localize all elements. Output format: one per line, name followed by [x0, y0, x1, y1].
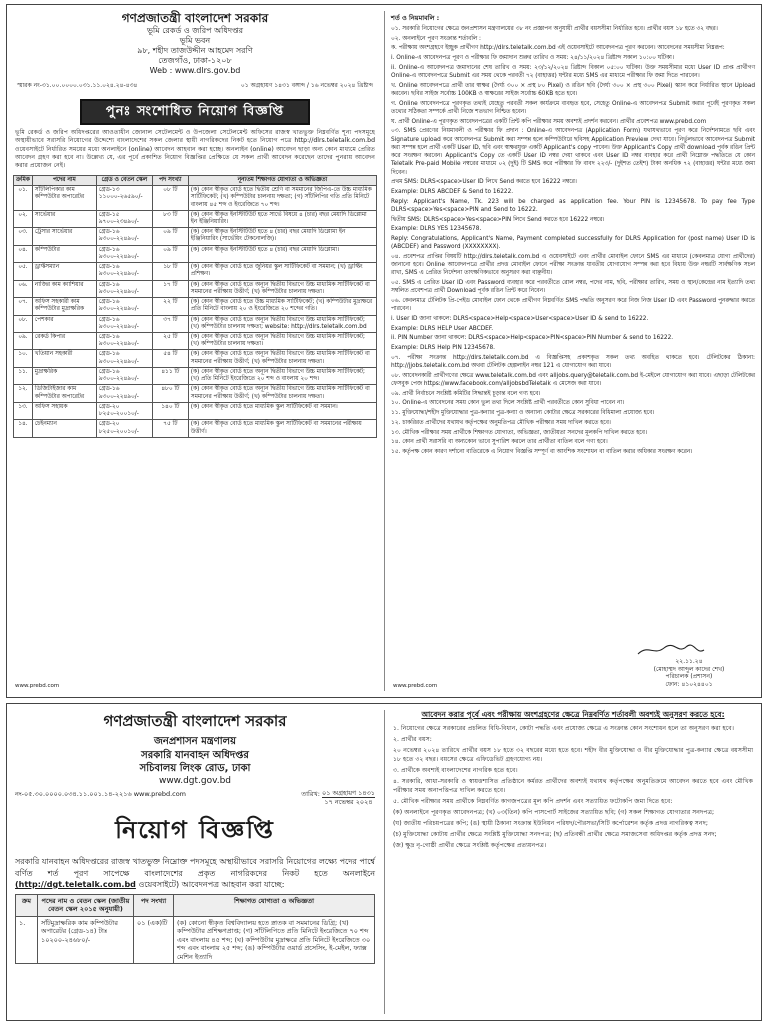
table-cell: অফিস সহায়ক — [32, 402, 96, 419]
table-cell: ০২. — [14, 210, 33, 227]
table-cell: ৪১১ টি — [152, 367, 188, 384]
table-cell: ১২. — [14, 385, 33, 402]
notice2-ministry: জনপ্রশাসন মন্ত্রণালয় — [153, 736, 237, 747]
list-item: ৪. সরকারি, আধা-সরকারি ও স্বায়ত্তশাসিত প্রতিষ্ঠানে কর্মরত প্রার্থীদের অবশ্যই যথাযথ কর্তৃপক্ষের অনুমতিক্রমে আবেদন করতে হবে এবং মৌখিক পরীক্ষার সময় অনাপত্তিপত্র দাখিল করতে হবে। — [393, 777, 753, 794]
table-cell: ২৫ টি — [152, 333, 188, 350]
table-cell: পেশকার — [32, 315, 96, 332]
list-item: i. Online-এ আবেদনপত্র পূরণ ও পরীক্ষার ফি জমাদান শুরুর তারিখ ও সময়: ২৪/১১/২০২৪ খ্রিষ্টাব্দ সকাল ১০:০০ ঘটিকা। — [391, 55, 674, 62]
table-cell: ট্রেসার সার্ভেয়ার — [32, 228, 96, 245]
table-cell: (ক) কোন স্বীকৃত বোর্ড হতে অন্যূন দ্বিতীয় বিভাগে উচ্চ মাধ্যমিক সার্টিফিকেট বা সমমানের পরীক্ষায় উত্তীর্ণ; (খ) কম্পিউটার চালনায় দক্ষতা। — [188, 385, 376, 402]
notice1-table-body — [14, 186, 377, 438]
table-cell: সার্ভেয়ার — [32, 210, 96, 227]
table-cell: (ক) কোন স্বীকৃত বোর্ড হতে অন্যূন দ্বিতীয় বিভাগে উচ্চ মাধ্যমিক সার্টিফিকেট; (খ) কম্পিউটার চালনায় দক্ষতা। — [188, 333, 376, 350]
notice1-date: ০১ অগ্রহায়ণ ১৪৩১ বঙ্গাব্দ / ১৬ নভেম্বর ২০২৪ খ্রিষ্টাব্দ — [240, 82, 373, 89]
table-cell: ১. — [16, 916, 38, 963]
table-cell: চেইনম্যান — [32, 420, 96, 437]
notice1-source-right: www.prebd.com — [393, 683, 438, 689]
th-serial: ক্রম — [16, 894, 38, 916]
table-cell: ০৯. — [14, 333, 33, 350]
notice1-right-column — [385, 5, 761, 697]
notice2-right-column — [385, 704, 761, 1020]
table-row — [14, 245, 377, 262]
notice1-left-column — [7, 5, 383, 697]
list-item: Reply: Applicant's Name, Tk. 223 will be charged as application fee. Your PIN is 12345678. To pay fee Type DLRS<space>Yes<space>PIN and Send to 16222. — [391, 198, 755, 213]
notice-dgt — [6, 703, 762, 1021]
table-cell: ০৩. — [14, 228, 33, 245]
table-cell: (ক) কোন স্বীকৃত বোর্ড হতে উচ্চ মাধ্যমিক সার্টিফিকেট; (খ) কম্পিউটার মুদ্রাক্ষরে প্রতি মিনিটে বাংলায় ২০ ও ইংরেজিতে ২০ শব্দের গতি। — [188, 298, 376, 315]
table-cell: মুদ্রাক্ষরিক — [32, 367, 96, 384]
table-row — [14, 350, 377, 367]
notice1-vacancy-table — [13, 175, 377, 438]
table-row — [14, 210, 377, 227]
list-item: (জ) ক্ষুদ্র নৃ-গোষ্ঠী প্রার্থীর ক্ষেত্রে সংশ্লিষ্ট কর্তৃপক্ষের প্রত্যয়নপত্র। — [393, 841, 547, 849]
table-cell: ০৫. — [14, 263, 33, 280]
list-item: ০৬. কেবলমাত্র টেলিটক প্রি-পেইড মোবাইল ফোন থেকে প্রার্থীগণ নিম্নবর্ণিত SMS পদ্ধতি অনুসরণ করে নিজ নিজ User ID এবং Password পুনরুদ্ধার করতে পারবেন। — [391, 298, 755, 313]
table-cell: খতিয়ান সহকারী — [32, 350, 96, 367]
table-header-row — [16, 894, 375, 916]
table-cell: (ক) কোন স্বীকৃত বোর্ড হতে জুনিয়র স্কুল সার্টিফিকেট বা সমমান; (খ) ড্রাফ্টিং প্রশিক্ষণ। — [188, 263, 376, 280]
list-item: ০৮. আবেদনকারী প্রার্থীগণের ক্ষেত্রে www.teletalk.com.bd এবং alljobs.query@teletalk.com.bd ই-মেইলে যোগাযোগ করা যাবে। এছাড়া টেলিটকের ফেসবুক পেজ https://www.facebook.com/alljobsbdTeletalk এ মেসেজ করা যাবে। — [391, 372, 755, 388]
notice2-department: সরকারি যানবাহন অধিদপ্তর — [141, 749, 249, 761]
table-cell: (ক) কোনো স্বীকৃত বিশ্ববিদ্যালয় হতে স্নাতক বা সমমানের ডিগ্রি; (খ) কম্পিউটার প্রশিক্ষণপ্রাপ্ত; (গ) সাঁটলিপিতে প্রতি মিনিটে ইংরেজিতে ৭০ শব্দ এবং বাংলায় ৪৫ শব্দ; (ঘ) কম্পিউটার মুদ্রাক্ষরে প্রতি মিনিটে ইংরেজিতে ৩০ শব্দ এবং বাংলায় ২৫ শব্দ; (ঙ) কম্পিউটার ওয়ার্ড প্রসেসিং, ই-মেইল, ফ্যাক্স মেশিন ইত্যাদি — [174, 916, 375, 963]
list-item: i. User ID জানা থাকলে: DLRS<space>Help<space>User<space>User ID & send to 16222. — [391, 316, 649, 322]
table-cell: ১১. — [14, 367, 33, 384]
table-cell: গ্রেড-২০ ৮২৫০-২০০১০/- — [96, 420, 152, 437]
list-item: ০৫. SMS এ প্রেরিত User ID এবং Password ব্যবহার করে পরবর্তীতে রোল নম্বর, পদের নাম, ছবি, পরীক্ষার তারিখ, সময় ও স্থান/কেন্দ্রের নাম ইত্যাদি তথ্য সম্বলিত প্রবেশপত্র প্রার্থী Download পূর্বক রঙিন প্রিন্ট করে নিবেন। — [391, 280, 755, 295]
table-row — [14, 186, 377, 211]
list-item: দ্বিতীয় SMS: DLRS<space>Yes<space>PIN লিখে Send করতে হবে 16222 নম্বরে। — [391, 216, 605, 223]
table-cell: ৪৮০ টি — [152, 385, 188, 402]
list-item: ১৩. মৌখিক পরীক্ষার সময় প্রার্থীকে শিক্ষাগত যোগ্যতা, অভিজ্ঞতা, জাতীয়তা সনদের মূলকপি দাখিল করতে হবে। — [391, 429, 647, 436]
table-cell: ০৯ টি — [152, 245, 188, 262]
notice1-source-left: www.prebd.com — [15, 683, 60, 689]
notice1-dept2: ভূমি ভবন — [179, 36, 211, 45]
table-cell: ০৪. — [14, 245, 33, 262]
table-cell: ০১ (এক)টি — [134, 916, 174, 963]
list-item: ০৯. প্রার্থী নির্বাচনে সংশ্লিষ্ট কমিটির সিদ্ধান্তই চূড়ান্ত বলে গণ্য হবে। — [391, 390, 541, 397]
table-row — [16, 916, 375, 963]
list-item: (ক) অনলাইনে পূরণকৃত আবেদনপত্র; (খ) ০৩(তিন) কপি পাসপোর্ট সাইজের সত্যায়িত ছবি; (গ) সকল শিক্ষাগত যোগ্যতার সনদপত্র; — [393, 808, 715, 816]
th-count: পদ সংখ্যা — [152, 175, 188, 185]
table-cell: কম্পিউটার — [32, 245, 96, 262]
table-cell: (ক) কোন স্বীকৃত ইনস্টিটিউট হতে সার্ভে বিষয়ে ৪ (চার) বছর মেয়াদি ডিপ্লোমা ইন ইঞ্জিনিয়ারিং। — [188, 210, 376, 227]
table-cell: (ক) কোন স্বীকৃত বোর্ড হতে অন্যূন দ্বিতীয় বিভাগে উচ্চ মাধ্যমিক সার্টিফিকেট বা সমমানের পরীক্ষায় উত্তীর্ণ; (খ) কম্পিউটার চালনায় দক্ষতা। — [188, 280, 376, 297]
list-item: ১. নিয়োগের ক্ষেত্রে সরকারের প্রচলিত বিধি-বিধান, কোটা পদ্ধতি এবং প্রযোজ্য ক্ষেত্রে এ সংক্রান্ত কোন সংশোধন হলে তা অনুসরণ করা হবে। — [393, 725, 734, 732]
notice2-gov-title: গণপ্রজাতন্ত্রী বাংলাদেশ সরকার — [103, 712, 287, 730]
notice1-title-banner: পুনঃ সংশোধিত নিয়োগ বিজ্ঞপ্তি — [80, 99, 310, 125]
list-item: ২০ নভেম্বর ২০২৪ তারিখে প্রার্থীর বয়স ১৮ হতে ৩২ বছরের মধ্যে হতে হবে। শহীদ বীর মুক্তিযোদ্ধা ও বীর মুক্তিযোদ্ধার পুত্র-কন্যার ক্ষেত্রে বয়সসীমা ১৮ হতে ৩২ বছর। বয়সের ক্ষেত্রে এফিডেভিট গ্রহণযোগ্য নয়। — [393, 746, 753, 763]
table-cell: ০৭. — [14, 298, 33, 315]
notice2-date-bangla: ০১ অগ্রহায়ণ ১৪৩১ — [321, 788, 375, 797]
table-cell: ১০. — [14, 350, 33, 367]
table-cell: ডিজিটাইজার কাম কম্পিউটার অপারেটর — [32, 385, 96, 402]
list-item: Example: DLRS ABCDEF & Send to 16222. — [391, 188, 514, 195]
table-cell: (ক) কোন স্বীকৃত বোর্ড হতে অন্যূন দ্বিতীয় বিভাগে উচ্চ মাধ্যমিক সার্টিফিকেট; (খ) প্রতি মিনিটে ইংরেজিতে ২০ শব্দ ও বাংলায় ২০ শব্দ। — [188, 367, 376, 384]
table-row — [14, 402, 377, 419]
notice1-dept1: ভূমি রেকর্ড ও জরিপ অধিদপ্তর — [146, 26, 244, 35]
table-cell: গ্রেড-১৬ ৯৩০০-২২৪৯০/- — [96, 263, 152, 280]
list-item: Example: DLRS YES 12345678. — [391, 226, 482, 233]
table-cell: ০৮. — [14, 315, 33, 332]
table-cell: ৩৭ টি — [152, 315, 188, 332]
table-row — [14, 333, 377, 350]
table-cell: গ্রেড-২০ ৮২৫০-২০০১০/- — [96, 402, 152, 419]
list-item: ০১. সরকারি নিয়োগের ক্ষেত্রে জনপ্রশাসন মন্ত্রণালয়ের ৩৮ নং প্রজ্ঞাপন অনুযায়ী প্রার্থীর বয়সসীমা নির্ধারিত হবে। প্রার্থীর বয়স ১৮ হতে ৩২ বছর। — [391, 26, 718, 32]
list-item: ঘ. প্রার্থী Online-এ পূরণকৃত আবেদনপত্রের একটি প্রিন্ট কপি পরীক্ষার সময় অবশ্যই প্রদর্শন করবেন। প্রার্থীর প্রবেশপত্র www.prebd.com — [391, 118, 707, 125]
table-cell: রেকর্ড কিপার — [32, 333, 96, 350]
table-cell: ১৭ টি — [152, 280, 188, 297]
table-cell: (ক) কোন স্বীকৃত বোর্ড হতে মাধ্যমিক স্কুল সার্টিফিকেট বা সমমানের পরীক্ষায় উত্তীর্ণ। — [188, 420, 376, 437]
notice1-intro: ভূমি রেকর্ড ও জরিপ অধিদপ্তরের আওতাধীন জোনাল সেটেলমেন্ট ও উপজেলা সেটেলমেন্ট অফিসের রাজস্ব খাতভুক্ত নিম্নবর্ণিত শূন্য পদসমূহে অস্থায়ীভাবে সরাসরি নিয়োগের উদ্দেশ্যে বাংলাদেশের সকল জেলার স্থায়ী নাগরিকদের নিকট হতে নিয়োগ পত্রে http://dlrs.teletalk.com.bd ওয়েবসাইটে নির্ধারিত সময়ের মধ্যে অনলাইনে (online) আবেদন আহবান করা হচ্ছে। অনলাইন (online) আবেদন ছাড়া অন্য কোন মাধ্যমে প্রেরিত আবেদন গ্রহণ করা হবে না। উল্লেখ্য যে, এর পূর্বে প্রকাশিত নিয়োগ বিজ্ঞপ্তির প্রেক্ষিতে যে সকল প্রার্থী আবেদন করেছেন তাদের পুনরায় আবেদন করার প্রয়োজন নেই। — [15, 129, 375, 170]
list-item: ১৪. কোন প্রার্থী সরাসরি বা অন্যকোন ভাবে সুপারিশ করলে তার প্রার্থীতা বাতিল বলে গণ্য হবে। — [391, 439, 608, 446]
table-row — [14, 263, 377, 280]
table-cell: (ক) কোন স্বীকৃত ইনস্টিটিউট হতে ৪ (চার) বছর মেয়াদি ডিপ্লোমা ইন ইঞ্জিনিয়ারিং (সার্ভেয়িং টেকনোলজি)। — [188, 228, 376, 245]
table-cell: গ্রেড-১৬ ৯৩০০-২২৪৯০/- — [96, 298, 152, 315]
signature-scribble — [629, 642, 749, 658]
notice2-apply-link[interactable]: (http://dgt.teletalk.com.bd — [15, 879, 136, 889]
table-row — [14, 315, 377, 332]
list-item: গ. Online আবেদনপত্রে পূরণকৃত তথ্যই যেহেতু পরবর্তী সকল কার্যক্রমে ব্যবহৃত হবে, সেহেতু Online-এ আবেদনপত্র Submit করার পূর্বেই পূরণকৃত সকল তথ্যের সঠিকতা সম্পর্কে প্রার্থী নিজে শতভাগ নিশ্চিত হবেন। — [391, 100, 755, 115]
notice2-date-english: ১৭ নভেম্বর ২০২৪ — [324, 797, 373, 806]
list-item: ১১. মুক্তিযোদ্ধা/শহীদ মুক্তিযোদ্ধার পুত্র-কন্যার পুত্র-কন্যা ও অন্যান্য কোটার ক্ষেত্রে সরকারের বিধিমালা প্রযোজ্য হবে। — [391, 410, 655, 417]
list-item: ১২. চাকরিরত প্রার্থীদের যথাযথ কর্তৃপক্ষের অনুমতিপত্র মৌখিক পরীক্ষার সময় দাখিল করতে হবে। — [391, 419, 611, 426]
list-item: Example: DLRS Help PIN 12345678. — [391, 345, 495, 352]
list-item: (ঘ) জাতীয় পরিচয়পত্রের কপি; (ঙ) স্থায়ী ঠিকানা সংক্রান্ত ইউনিয়ন পরিষদ/পৌরসভা/সিটি কর্পোরেশন কর্তৃক প্রদত্ত নাগরিকত্ব সনদ; — [393, 819, 708, 827]
notice2-memo-number: নং-০৫.৩০.০০০০.০৩৪.১১.০০১.১৪-২২১৬ www.prebd.com — [15, 789, 187, 798]
table-cell: গ্রেড-১৬ ৯৩০০-২২৪৯০/- — [96, 315, 152, 332]
table-row — [14, 228, 377, 245]
table-cell: ৮৩ টি — [152, 210, 188, 227]
notice2-dates — [322, 789, 375, 807]
notice2-vacancy-table — [15, 894, 375, 964]
list-item: (চ) মুক্তিযোদ্ধা কোটায় প্রার্থীর ক্ষেত্রে সংশ্লিষ্ট মুক্তিযোদ্ধা সনদপত্র; (ছ) প্রতিবন্ধী প্রার্থীর ক্ষেত্রে সমাজসেবা অধিদপ্তর কর্তৃক প্রদত্ত সনদ; — [393, 830, 717, 838]
notice2-left-column — [7, 704, 383, 1020]
signatory-name: (মোহাম্মদ আব্দুল কাদের শেখ) — [653, 665, 725, 673]
table-cell: গ্রেড-১৬ ৯৩০০-২২৪৯০/- — [96, 245, 152, 262]
list-item: Reply: Congratulations, Applicant's Name, Payment completed successfully for DLRS Application for (post name) User ID is (ABCDEF) and Password (XXXXXXXX). — [391, 236, 755, 251]
table-cell: (ক) কোন স্বীকৃত বোর্ড হতে মাধ্যমিক স্কুল সার্টিফিকেট বা সমমান। — [188, 402, 376, 419]
list-item: ৫. মৌখিক পরীক্ষার সময় প্রার্থীকে নিম্নবর্ণিত কাগজপত্রের মূল কপি প্রদর্শন এবং সত্যায়িত ফটোকপি জমা দিতে হবে: — [393, 797, 673, 805]
table-cell: ০১. — [14, 186, 33, 211]
list-item: ১০. Online-এ আবেদনের সময় কোন ভুল তথ্য দিলে সংশ্লিষ্ট প্রার্থী পরবর্তীতে কোন সুবিধা পাবেন না। — [391, 400, 625, 407]
notice2-date-block — [301, 789, 375, 807]
notice1-address: ৯৮, শহীদ তাজউদ্দীন আহমেদ সরণি — [137, 46, 253, 55]
th-count: পদ সংখ্যা — [134, 894, 174, 916]
th-post: পদের নাম ও বেতন স্কেল (জাতীয় বেতন স্কেল ২০১৫ অনুযায়ী) — [38, 894, 134, 916]
table-cell: গ্রেড-১৫ ৯৭০০-২৩৪৯০/- — [96, 210, 152, 227]
table-cell: গ্রেড-১৬ ৯৩০০-২২৪৯০/- — [96, 228, 152, 245]
table-cell: ১৪০ টি — [152, 402, 188, 419]
notice1-signature-block — [629, 642, 749, 689]
th-grade: গ্রেড ও বেতন স্কেল — [96, 175, 152, 185]
table-cell: ড্রাফ্টসম্যান — [32, 263, 96, 280]
list-item: ii. Online-এ আবেদনপত্র জমাদানের শেষ তারিখ ও সময়: ২৩/১২/২০২৪ খ্রিষ্টাব্দ বিকাল ০৫:০০ ঘটিকা। উক্ত সময়সীমার মধ্যে User ID প্রাপ্ত প্রার্থীগণ Online-এ আবেদনপত্রে Submit এর সময় থেকে পরবর্তী ৭২ (বাহাত্তর) ঘন্টার মধ্যে SMS এর মাধ্যমে পরীক্ষার ফি জমা দিতে পারবেন। — [391, 64, 755, 80]
notice2-intro-text: সরকারি যানবাহন অধিদপ্তরের রাজস্ব খাতভুক্ত নিম্নোক্ত পদসমূহে অস্থায়ীভাবে সরাসরি নিয়োগের লক্ষ্যে পদের পার্শ্বে বর্ণিত শর্ত পূরণ সাপেক্ষে বাংলাদেশের প্রকৃত নাগরিকদের নিকট হতে অনলাইনে — [15, 857, 375, 878]
signatory-title: পরিচালক (প্রশাসন) — [665, 673, 713, 681]
notice1-city: তেজগাঁও, ঢাকা-১২০৮ — [158, 56, 232, 65]
table-cell: ১৪. — [14, 420, 33, 437]
notice2-rules — [393, 725, 753, 851]
notice-dlrs — [6, 4, 762, 698]
table-cell: গ্রেড-১৬ ৯৩০০-২২৪৯০/- — [96, 350, 152, 367]
table-cell: (ক) কোন স্বীকৃত বোর্ড হতে অন্যূন দ্বিতীয় বিভাগে উচ্চ মাধ্যমিক সার্টিফিকেট; (খ) কম্পিউটার চালনায় দক্ষতা; website: http://dlrs.teletalk.com.bd — [188, 315, 376, 332]
table-cell: ১৮ টি — [152, 263, 188, 280]
table-cell: ৭৫ টি — [152, 420, 188, 437]
table-cell: গ্রেড-১৬ ৯৩০০-২২৪৯০/- — [96, 333, 152, 350]
notice2-reference-line — [15, 789, 375, 807]
table-cell: অফিস সহকারী কাম কম্পিউটার মুদ্রাক্ষরিক — [32, 298, 96, 315]
notice1-gov-title: গণপ্রজাতন্ত্রী বাংলাদেশ সরকার — [121, 11, 269, 25]
list-item: ii. PIN Number জানা থাকলে: DLRS<space>Help<space>PIN<space>PIN Number & send to 16222. — [391, 335, 674, 342]
notice1-conditions-title: শর্ত ও নিয়মাবলি : — [391, 14, 440, 22]
table-cell: (ক) কোন স্বীকৃত ইনস্টিটিউট হতে ৪ (চার) বছর মেয়াদি ডিপ্লোমা। — [188, 245, 376, 262]
list-item: খ. Online আবেদনপত্রে প্রার্থী তার স্বাক্ষর (দৈর্ঘ্য ৩০০ × প্রস্থ ৮০ Pixel) ও রঙিন ছবি (দৈর্ঘ্য ৩০০ × প্রস্থ ৩০০ Pixel) স্ক্যান করে নির্ধারিত স্থানে Upload করবেন। ছবির সাইজ সর্বোচ্চ 100KB ও স্বাক্ষরের সাইজ সর্বোচ্চ 60KB হতে হবে। — [391, 82, 755, 98]
table-cell: গ্রেড-১৬ ৯৩০০-২২৪৯০/- — [96, 280, 152, 297]
notice2-date-label: তারিখ: — [301, 789, 320, 798]
list-item: প্রথম SMS: DLRS<space>User ID লিখে Send করতে হবে 16222 নম্বরে। — [391, 179, 577, 186]
table-cell: গ্রেড-১৬ ৯৩০০-২২৪৯০/- — [96, 385, 152, 402]
notice1-memo-number: স্মারক নং-৩১.০০.০০০০.০৩১.১১.০২৪.২৪-৪৩৪ — [17, 82, 138, 89]
table-cell: ২২ টি — [152, 298, 188, 315]
list-item: ০৭. পরীক্ষা সংক্রান্ত http://dlrs.teletalk.com.bd এ বিজ্ঞপ্তিসহ প্রকাশকৃত সকল তথ্য অবহিত থাকতে হবে। টেলিটকের ঠিকানা: http://jjobs.teletalk.com.bd অথবা টেলিটক হেল্পলাইন নম্বর 121 এ যোগাযোগ করা যাবে। — [391, 354, 755, 370]
table-cell: গ্রেড-১৩ ১১০০০-২৬৫৯০/- — [96, 186, 152, 211]
notice2-intro — [15, 856, 375, 890]
notice2-title: নিয়োগ বিজ্ঞপ্তি — [115, 815, 275, 845]
table-cell: (ক) কোন স্বীকৃত বোর্ড হতে অন্যূন দ্বিতীয় বিভাগে উচ্চ মাধ্যমিক সার্টিফিকেট বা সমমানের পরীক্ষায় উত্তীর্ণ; (খ) কম্পিউটার চালনায় দক্ষতা। — [188, 350, 376, 367]
table-cell: সাঁটমুদ্রাক্ষরিক কাম কম্পিউটার অপারেটর (গ্রেড-১৪) টাঃ ১০২০০-২৪৬৮০/- — [38, 916, 134, 963]
table-cell: ৫৪ টি — [152, 350, 188, 367]
notice2-rules-title: আবেদন করার পূর্বে এবং পরীক্ষায় অংশগ্রহণের ক্ষেত্রে নিম্নবর্ণিত শর্তাবলী অবশ্যই অনুসরণ করতে হবে: — [421, 710, 725, 719]
table-cell: গ্রেড-১৬ ৯৩০০-২২৪৯০/- — [96, 367, 152, 384]
table-cell: (ক) কোন স্বীকৃত বোর্ড হতে দ্বিতীয় শ্রেণি বা সমমানের জিপিএ-তে উচ্চ মাধ্যমিক সার্টিফিকেট; (খ) কম্পিউটার চালনায় দক্ষতা; (গ) সাঁটলিপির গতি প্রতি মিনিটে বাংলায় ৪৫ শব্দ ও ইংরেজিতে ৭০ শব্দ। — [188, 186, 376, 211]
th-qualification: শিক্ষাগত যোগ্যতা ও অভিজ্ঞতা — [174, 894, 375, 916]
table-cell: ০৮ টি — [152, 186, 188, 211]
table-cell: ০৬. — [14, 280, 33, 297]
notice2-table-body — [16, 916, 375, 963]
list-item: ৩. প্রার্থীকে অবশ্যই বাংলাদেশের নাগরিক হতে হবে। — [393, 766, 518, 774]
notice1-reference-line — [13, 80, 377, 91]
notice1-conditions — [391, 25, 755, 456]
table-row — [14, 280, 377, 297]
notice2-website: www.dgt.gov.bd — [158, 775, 232, 786]
table-row — [14, 298, 377, 315]
list-item: ক. পরীক্ষায় অংশগ্রহণে ইচ্ছুক প্রার্থীগণ http://dlrs.teletalk.com.bd এই ওয়েবসাইটে আবেদনপত্র পূরণ করবেন। আবেদনের সময়সীমা নিম্নরূপ: — [391, 45, 725, 52]
list-item: ০২. অনলাইনে পূরণ সংক্রান্ত শর্তাবলি : — [391, 35, 481, 42]
list-item: ০৩. SMS প্রেরণের নিয়মাবলী ও পরীক্ষার ফি প্রদান : Online-এ আবেদনপত্র (Application Form) যথাযথভাবে পূরণ করে নির্দেশনামতে ছবি এবং Signature upload করে আবেদনপত্র Submit করা সম্পন্ন হলে কম্পিউটারে ছবিসহ Application Preview দেখা যাবে। নির্ভুলভাবে আবেদনপত্র Submit করা সম্পন্ন হলে প্রার্থী একটি User ID, ছবি এবং স্বাক্ষরযুক্ত একটি Applicant's copy পাবেন। উক্ত Applicant's Copy প্রার্থী download পূর্বক রঙিন প্রিন্ট করে সংরক্ষণ করবেন। Applicant's Copy তে একটি User ID নম্বর দেয়া থাকবে এবং User ID নম্বর ব্যবহার করে প্রার্থী নিম্নোক্ত পদ্ধতিতে যে কোন Teletalk Pre-paid Mobile নম্বরের মাধ্যমে ০২ (দুই) টি SMS করে পরীক্ষার ফি বাবদ ২২৩/- (দুইশত তেইশ) টাকা অনধিক ৭২ (বাহাত্তর) ঘন্টার মধ্যে জমা দিবেন। — [391, 128, 755, 176]
notice1-header — [13, 11, 377, 76]
notice2-intro-tail: ওয়েবসাইটে) আবেদনপত্র আহবান করা যাচ্ছে: — [138, 879, 285, 889]
table-row — [14, 420, 377, 437]
notice2-address: সচিবালয় লিংক রোড, ঢাকা — [139, 763, 251, 774]
table-row — [14, 385, 377, 402]
table-cell: ১৩. — [14, 402, 33, 419]
table-header-row — [14, 175, 377, 185]
list-item: ১৫. কর্তৃপক্ষ কোন কারণ দর্শানো ব্যতিরেকে এ নিয়োগ বিজ্ঞপ্তি সম্পূর্ণ বা আংশিক সংশোধন বা বাতিল করার অধিকার সংরক্ষণ করেন। — [391, 449, 693, 456]
signature-date: ২২.১১.২৪ — [675, 657, 703, 665]
table-row — [14, 367, 377, 384]
th-post: পদের নাম — [32, 175, 96, 185]
list-item: ২. প্রার্থীর বয়স: — [393, 735, 432, 743]
th-serial: ক্রমিক — [14, 175, 33, 185]
table-cell: নাজির কাম ক্যাশিয়ার — [32, 280, 96, 297]
th-qualification: নূন্যতম শিক্ষাগত যোগ্যতা ও অভিজ্ঞতা — [188, 175, 376, 185]
signatory-phone: ফোন: ৪১০২৪৪০১ — [665, 681, 713, 689]
list-item: ০৪. প্রবেশপত্র প্রাপ্তির বিষয়টি http://dlrs.teletalk.com.bd এ ওয়েবসাইটে এবং প্রার্থীর মোবাইল ফোনে SMS এর মাধ্যমে (কেবলমাত্র যোগ্য প্রার্থীদের) জানানো হবে। Online আবেদনপত্রে প্রার্থীর প্রদত্ত মোবাইল ফোনে পরীক্ষা সংক্রান্ত যাবতীয় যোগাযোগ সম্পন্ন করা হবে বিধায় উক্ত নম্বরটি সার্বক্ষণিক সচল রাখা, SMS এ প্রেরিত নির্দেশনা তাৎক্ষণিকভাবে অনুসরণ করা বাঞ্ছনীয়। — [391, 253, 755, 277]
list-item: Example: DLRS HELP User ABCDEF. — [391, 325, 494, 332]
table-cell: ০৯ টি — [152, 228, 188, 245]
table-cell: সাঁটলিপিকার কাম কম্পিউটার অপারেটর — [32, 186, 96, 211]
notice1-website: Web : www.dlrs.gov.bd — [149, 66, 241, 75]
